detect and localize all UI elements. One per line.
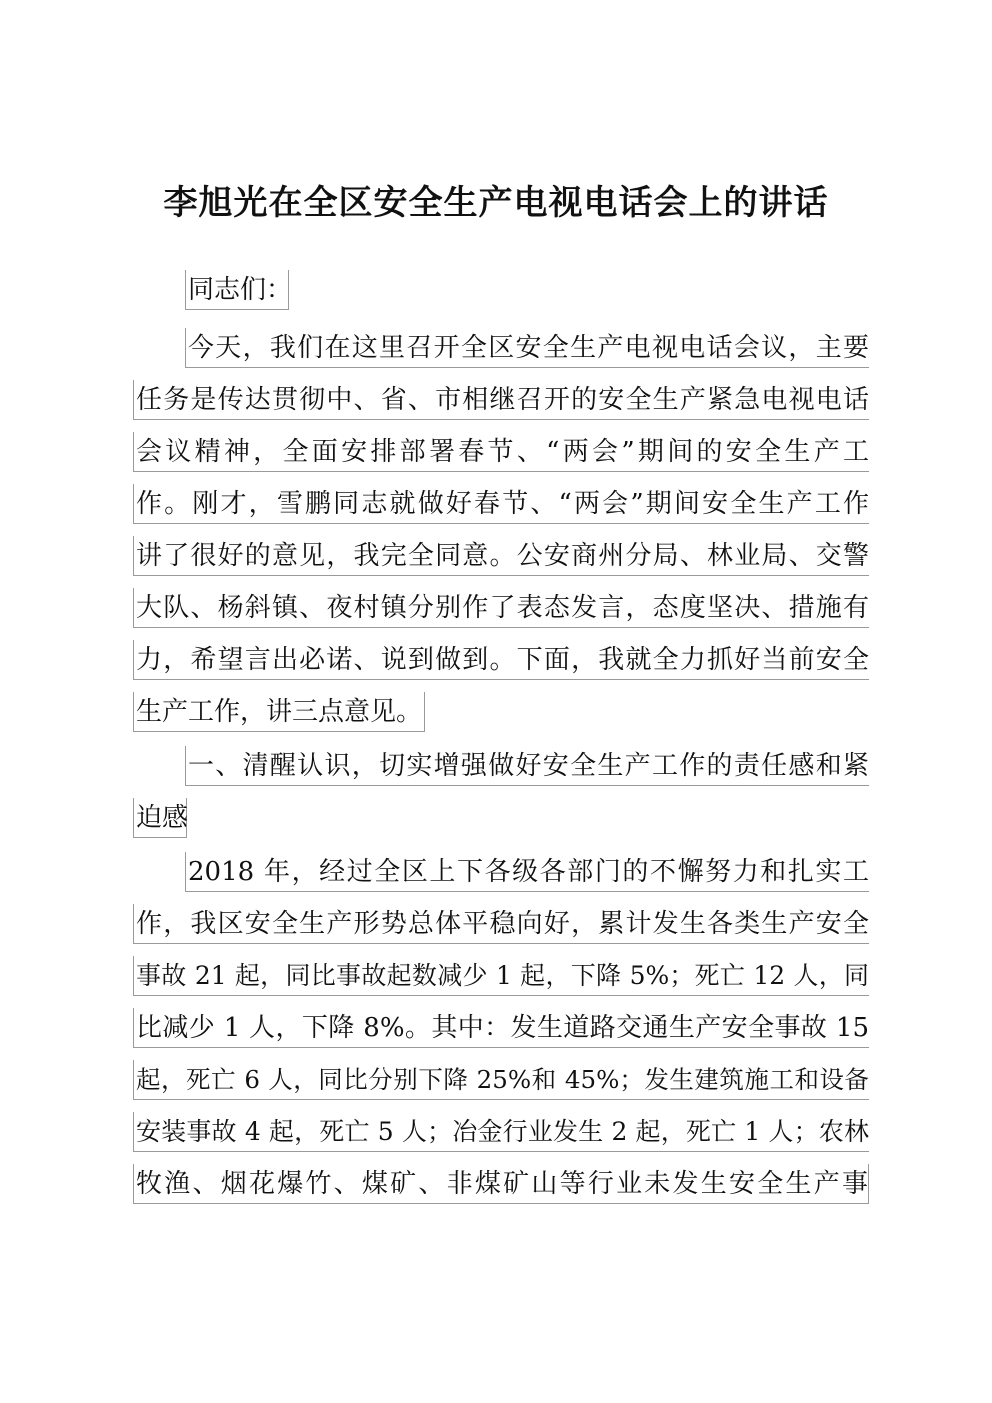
paragraph-line: 任务是传达贯彻中、省、市相继召开的安全生产紧急电视电话 — [133, 380, 869, 420]
paragraph-line: 比减少 1 人，下降 8%。其中：发生道路交通生产安全事故 15 — [133, 1008, 869, 1048]
salutation: 同志们： — [185, 270, 289, 310]
section-heading-line: 一、清醒认识，切实增强做好安全生产工作的责任感和紧 — [185, 746, 869, 786]
paragraph-line: 安装事故 4 起，死亡 5 人；冶金行业发生 2 起，死亡 1 人；农林 — [133, 1112, 869, 1152]
paragraph-line: 作，我区安全生产形势总体平稳向好，累计发生各类生产安全 — [133, 904, 869, 944]
paragraph-line: 事故 21 起，同比事故起数减少 1 起，下降 5%；死亡 12 人，同 — [133, 956, 869, 996]
paragraph-line: 讲了很好的意见，我完全同意。公安商州分局、林业局、交警 — [133, 536, 869, 576]
section-heading-line: 迫感 — [133, 798, 187, 838]
paragraph-line: 2018 年，经过全区上下各级各部门的不懈努力和扎实工 — [185, 852, 869, 892]
paragraph-line: 力，希望言出必诺、说到做到。下面，我就全力抓好当前安全 — [133, 640, 869, 680]
paragraph-line: 起，死亡 6 人，同比分别下降 25%和 45%；发生建筑施工和设备 — [133, 1060, 869, 1100]
paragraph-line: 牧渔、烟花爆竹、煤矿、非煤矿山等行业未发生安全生产事 — [133, 1164, 869, 1204]
paragraph-line: 作。刚才，雪鹏同志就做好春节、“两会”期间安全生产工作 — [133, 484, 869, 524]
paragraph-line: 今天，我们在这里召开全区安全生产电视电话会议，主要 — [185, 328, 869, 368]
paragraph-line: 会议精神，全面安排部署春节、“两会”期间的安全生产工 — [133, 432, 869, 472]
paragraph-line: 大队、杨斜镇、夜村镇分别作了表态发言，态度坚决、措施有 — [133, 588, 869, 628]
document-title: 李旭光在全区安全生产电视电话会上的讲话 — [163, 183, 829, 223]
paragraph-line: 生产工作，讲三点意见。 — [133, 692, 425, 732]
